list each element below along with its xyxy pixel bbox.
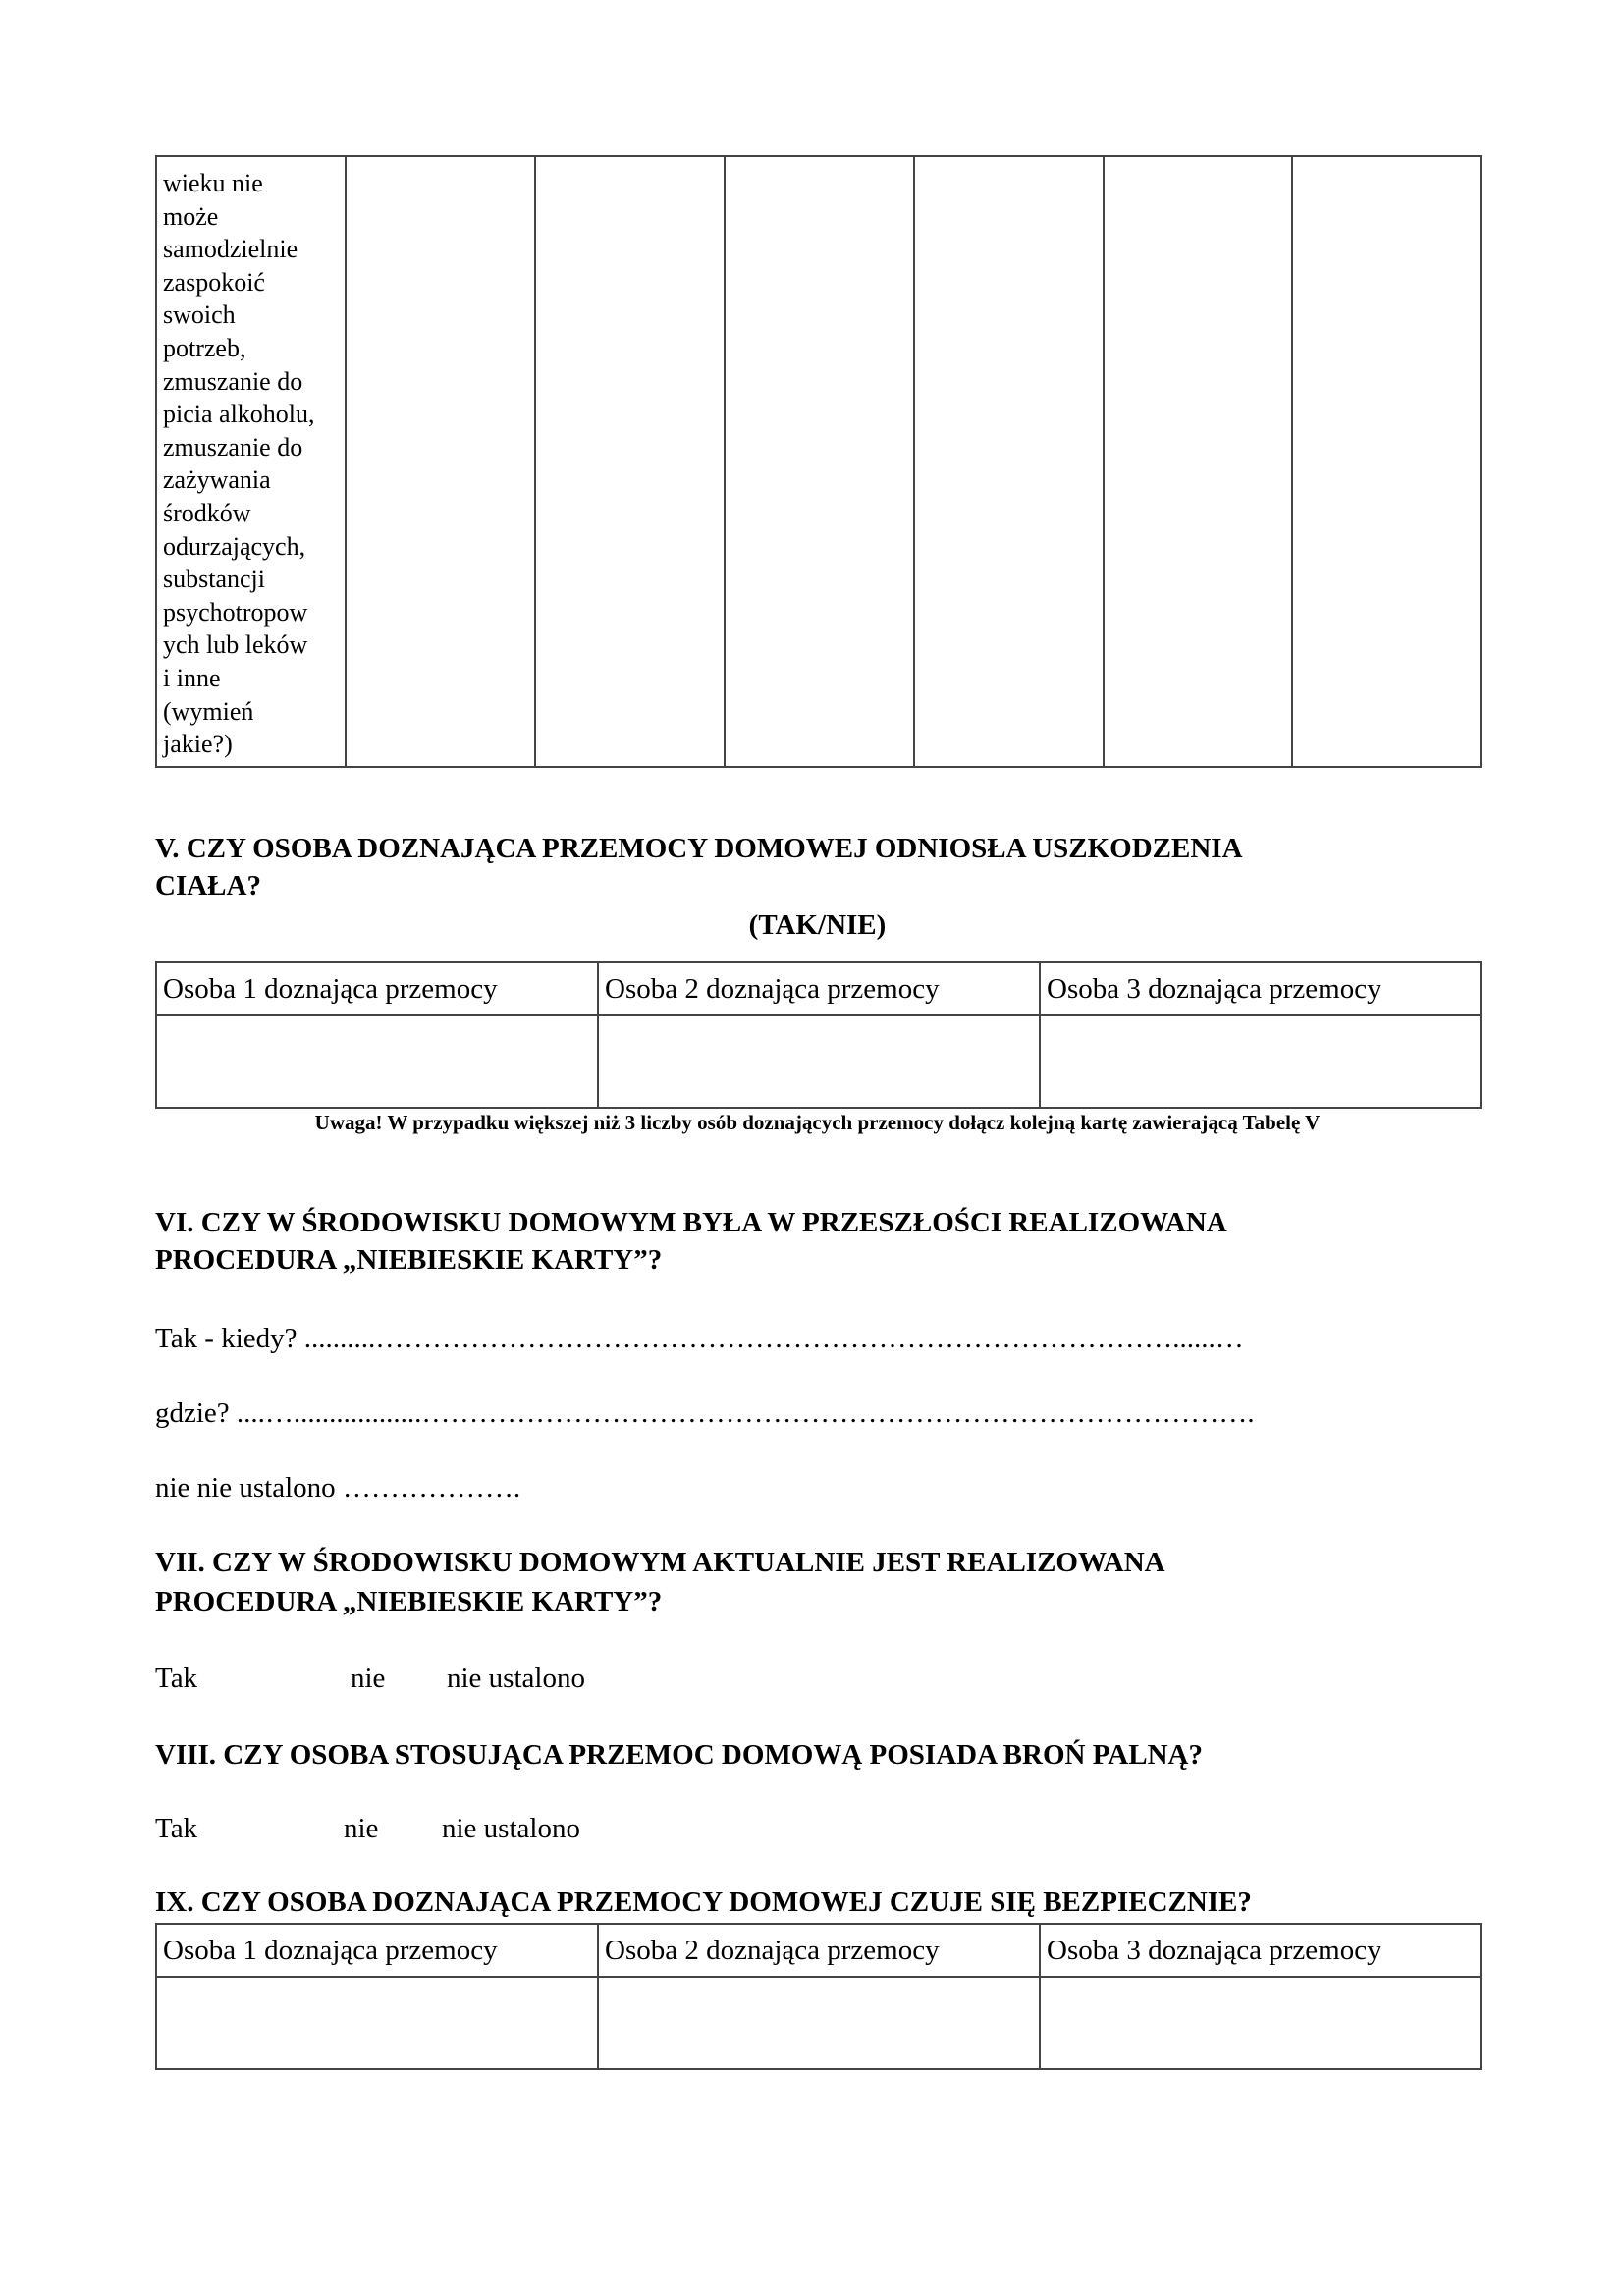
answer-cell-person-1[interactable]	[156, 1015, 598, 1108]
when-field[interactable]: Tak - kiedy? ..........…………………………………………………………………………......…	[155, 1323, 1244, 1354]
row-label-line: zmuszanie do	[163, 432, 303, 462]
row-label-line: jakie?)	[163, 730, 233, 759]
section-vii-heading-line2: PROCEDURA „NIEBIESKIE KARTY”?	[155, 1586, 663, 1617]
option-nie[interactable]: nie	[351, 1663, 386, 1694]
where-field[interactable]: gdzie? ....…..................…………………………………………………………………………….	[155, 1397, 1255, 1429]
section-v-heading-line2: CIAŁA?	[155, 870, 261, 902]
row-label-line: substancji	[163, 565, 265, 594]
option-tak[interactable]: Tak	[155, 1813, 198, 1844]
row-label-cell	[156, 156, 346, 767]
table-header-row	[156, 1924, 1481, 1977]
row-label-line: wieku nie	[163, 169, 263, 197]
row-label-line: ych lub leków	[163, 630, 308, 660]
column-header-person-1: Osoba 1 doznająca przemocy	[156, 962, 598, 1015]
option-tak[interactable]: Tak	[155, 1663, 198, 1694]
option-nie-ustalono[interactable]: nie ustalono	[442, 1813, 580, 1844]
section-v-table	[155, 961, 1482, 1109]
section-vi-heading-line1: VI. CZY W ŚRODOWISKU DOMOWYM BYŁA W PRZESZŁOŚCI REALIZOWANA	[155, 1207, 1227, 1238]
answer-cell[interactable]	[1292, 156, 1481, 767]
row-label-line: psychotropow	[163, 597, 308, 627]
option-nie-ustalono[interactable]: nie ustalono	[447, 1663, 585, 1694]
answer-cell-person-3[interactable]	[1040, 1977, 1481, 2069]
table-row	[156, 1977, 1481, 2069]
row-label-line: potrzeb,	[163, 333, 246, 362]
column-header-person-2: Osoba 2 doznająca przemocy	[598, 1924, 1040, 1977]
row-label-line: i inne	[163, 663, 221, 692]
row-label-line: środków	[163, 498, 251, 527]
section-vii-heading-line1: VII. CZY W ŚRODOWISKU DOMOWYM AKTUALNIE JEST REALIZOWANA	[155, 1547, 1165, 1578]
answer-cell-person-3[interactable]	[1040, 1015, 1481, 1108]
section-viii-heading: VIII. CZY OSOBA STOSUJĄCA PRZEMOC DOMOWĄ POSIADA BROŃ PALNĄ?	[155, 1739, 1203, 1771]
row-label-line: może	[163, 201, 219, 231]
row-label-line: (wymień	[163, 696, 254, 726]
violence-forms-table-continuation	[155, 155, 1482, 768]
column-header-person-1: Osoba 1 doznająca przemocy	[156, 1924, 598, 1977]
row-label-line: picia alkoholu,	[163, 400, 315, 429]
answer-cell[interactable]	[535, 156, 725, 767]
row-label-line: zmuszanie do	[163, 366, 303, 396]
option-nie[interactable]: nie	[344, 1813, 379, 1844]
row-label-line: swoich	[163, 301, 236, 330]
row-label-line: zaspokoić	[163, 267, 265, 297]
section-v-subheading: (TAK/NIE)	[748, 909, 887, 941]
section-ix-table	[155, 1923, 1482, 2070]
answer-cell-person-2[interactable]	[598, 1977, 1040, 2069]
section-v-note: Uwaga! W przypadku większej niż 3 liczby osób doznających przemocy dołącz kolejną kartę zawierającą Tabelę V	[314, 1111, 1321, 1134]
section-ix-heading: IX. CZY OSOBA DOZNAJĄCA PRZEMOCY DOMOWEJ CZUJE SIĘ BEZPIECZNIE?	[155, 1886, 1252, 1918]
answer-cell-person-2[interactable]	[598, 1015, 1040, 1108]
column-header-person-3: Osoba 3 doznająca przemocy	[1040, 962, 1481, 1015]
table-row	[156, 1015, 1481, 1108]
section-vi-heading-line2: PROCEDURA „NIEBIESKIE KARTY”?	[155, 1244, 663, 1276]
section-v-heading-line1: V. CZY OSOBA DOZNAJĄCA PRZEMOCY DOMOWEJ ODNIOSŁA USZKODZENIA	[155, 833, 1243, 864]
answer-cell[interactable]	[914, 156, 1104, 767]
row-label-text	[163, 167, 339, 761]
column-header-person-2: Osoba 2 doznająca przemocy	[598, 962, 1040, 1015]
no-unknown-field[interactable]: nie nie ustalono ……………….	[155, 1472, 521, 1503]
row-label-line: zażywania	[163, 465, 271, 495]
answer-cell[interactable]	[725, 156, 914, 767]
table-row	[156, 156, 1481, 767]
answer-cell[interactable]	[346, 156, 535, 767]
row-label-line: odurzających,	[163, 531, 306, 561]
answer-cell[interactable]	[1104, 156, 1292, 767]
row-label-line: samodzielnie	[163, 235, 298, 264]
table-header-row	[156, 962, 1481, 1015]
column-header-person-3: Osoba 3 doznająca przemocy	[1040, 1924, 1481, 1977]
answer-cell-person-1[interactable]	[156, 1977, 598, 2069]
